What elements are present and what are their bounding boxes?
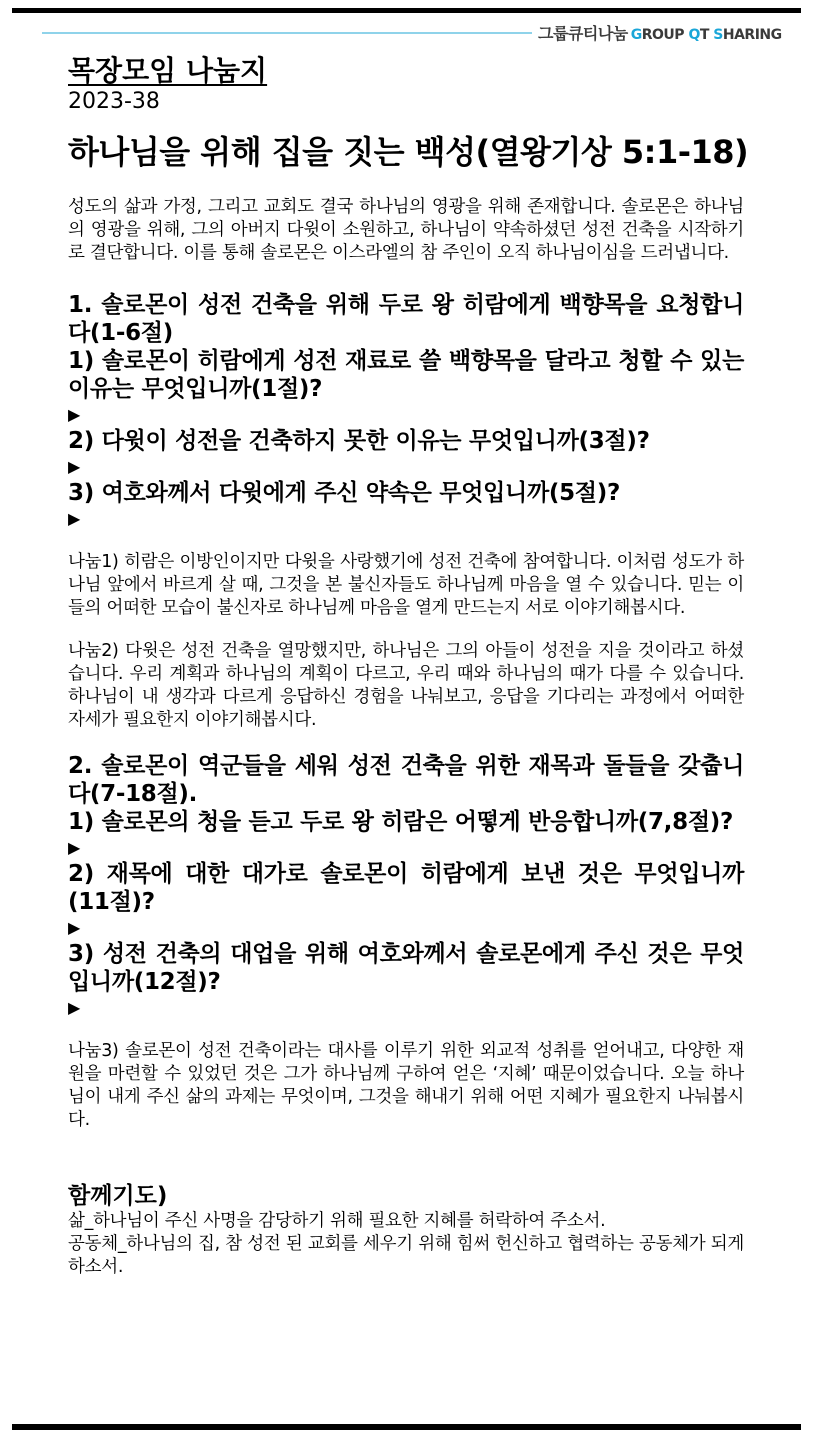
document-body: [68, 52, 749, 1279]
section1-heading: 1. 솔로몬이 성전 건축을 위해 두로 왕 히람에게 백향목을 요청합니다(1-6절): [68, 292, 744, 346]
section2-question2: 2) 재목에 대한 대가로 솔로몬이 히람에게 보낸 것은 무엇입니까(11절)?: [68, 861, 744, 915]
document-number: 2023-38: [68, 89, 160, 114]
section1-question2: 2) 다윗이 성전을 건축하지 못한 이유는 무엇입니까(3절)?: [68, 428, 650, 454]
answer-arrow-icon: ▶: [68, 918, 81, 937]
sermon-title: 하나님을 위해 집을 짓는 백성(열왕기상 5:1-18): [68, 133, 749, 171]
answer-arrow-icon: ▶: [68, 457, 81, 476]
top-border-rule: [12, 8, 801, 13]
section2-question3: 3) 성전 건축의 대업을 위해 여호와께서 솔로몬에게 주신 것은 무엇입니까(12절)?: [68, 941, 744, 995]
brand-logo: [538, 21, 782, 44]
header-accent-line: [42, 32, 532, 34]
section1-question1: 1) 솔로몬이 히람에게 성전 재료로 쓸 백향목을 달라고 청할 수 있는 이유는 무엇입니까(1절)?: [68, 348, 744, 402]
brand-korean: 그룹큐티나눔: [538, 24, 628, 43]
share1-paragraph: 나눔1) 히람은 이방인이지만 다윗을 사랑했기에 성전 건축에 참여합니다. 이처럼 성도가 하나님 앞에서 바르게 살 때, 그것을 본 불신자들도 하나님께 마음을 열 수 있습니다. 믿는 이들의 어떠한 모습이 불신자로 하나님께 마음을 열게 만드는지 서로 이야기해봅시다.: [68, 552, 744, 618]
prayer-line-life: 삶_하나님이 주신 사명을 감당하기 위해 필요한 지혜를 허락하여 주소서.: [68, 1211, 606, 1231]
prayer-line-community: 공동체_하나님의 집, 참 성전 된 교회를 세우기 위해 힘써 헌신하고 협력하는 공동체가 되게 하소서.: [68, 1234, 744, 1277]
answer-arrow-icon: ▶: [68, 998, 81, 1017]
share2-paragraph: 나눔2) 다윗은 성전 건축을 열망했지만, 하나님은 그의 아들이 성전을 지을 것이라고 하셨습니다. 우리 계획과 하나님의 계획이 다르고, 우리 때와 하나님의 때가 다를 수 있습니다. 하나님이 내 생각과 다르게 응답하신 경험을 나눠보고, 응답을 기다리는 과정에서 어떠한 자세가 필요한지 이야기해봅시다.: [68, 641, 744, 730]
document-title: 목장모임 나눔지: [68, 54, 268, 87]
bottom-border-rule: [12, 1424, 801, 1430]
answer-arrow-icon: ▶: [68, 838, 81, 857]
answer-arrow-icon: ▶: [68, 405, 81, 424]
section2-heading: 2. 솔로몬이 역군들을 세워 성전 건축을 위한 재목과 돌들을 갖춥니다(7-18절).: [68, 753, 744, 807]
prayer-title: 함께기도): [68, 1183, 168, 1209]
intro-paragraph: 성도의 삶과 가정, 그리고 교회도 결국 하나님의 영광을 위해 존재합니다. 솔로몬은 하나님의 영광을 위해, 그의 아버지 다윗이 소원하고, 하나님이 약속하셨던 성전 건축을 시작하기로 결단합니다. 이를 통해 솔로몬은 이스라엘의 참 주인이 오직 하나님이심을 드러냅니다.: [68, 197, 744, 263]
brand-english: GROUP QT SHARING: [630, 27, 782, 43]
share3-paragraph: 나눔3) 솔로몬이 성전 건축이라는 대사를 이루기 위한 외교적 성취를 얻어내고, 다양한 재원을 마련할 수 있었던 것은 그가 하나님께 구하여 얻은 ‘지혜’ 때문이었습니다. 오늘 하나님이 내게 주신 삶의 과제는 무엇이며, 그것을 해내기 위해 어떤 지혜가 필요한지 나눠봅시다.: [68, 1041, 744, 1130]
answer-arrow-icon: ▶: [68, 509, 81, 528]
section2-question1: 1) 솔로몬의 청을 듣고 두로 왕 히람은 어떻게 반응합니까(7,8절)?: [68, 809, 733, 835]
section1-question3: 3) 여호와께서 다윗에게 주신 약속은 무엇입니까(5절)?: [68, 480, 620, 506]
